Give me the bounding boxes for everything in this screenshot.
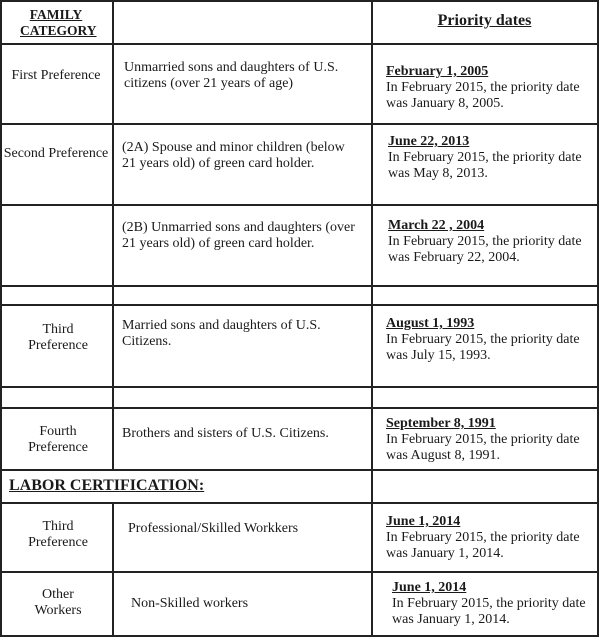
column-divider bbox=[371, 0, 373, 637]
description-cell: Married sons and daughters of U.S. Citizens. bbox=[122, 318, 321, 349]
priority-date: March 22 , 2004 bbox=[388, 218, 485, 233]
row-divider bbox=[0, 469, 598, 471]
category-cell: First Preference bbox=[11, 68, 101, 83]
table-border-bottom bbox=[0, 635, 598, 637]
priority-date: February 1, 2005 bbox=[386, 64, 489, 79]
description-cell: Non-Skilled workers bbox=[131, 596, 249, 611]
description-cell: (2B) Unmarried sons and daughters (over 21 years old) of green card holder. bbox=[122, 220, 355, 251]
priority-date-cell bbox=[392, 580, 596, 628]
priority-date-note: In February 2015, the priority date was August 8, 1991. bbox=[386, 432, 580, 463]
priority-date-note: In February 2015, the priority date was January 1, 2014. bbox=[386, 530, 580, 561]
priority-date-note: In February 2015, the priority date was January 1, 2014. bbox=[392, 596, 586, 627]
row-divider bbox=[0, 43, 598, 45]
description-cell: Unmarried sons and daughters of U.S. citizens (over 21 years of age) bbox=[124, 60, 339, 91]
category-cell: Third Preference bbox=[28, 322, 88, 353]
priority-date-note: In February 2015, the priority date was January 8, 2005. bbox=[386, 80, 580, 111]
priority-dates-header: Priority dates bbox=[437, 12, 532, 29]
row-divider bbox=[0, 407, 598, 409]
category-cell: Fourth Preference bbox=[28, 424, 88, 455]
priority-date: June 22, 2013 bbox=[388, 134, 470, 149]
row-divider bbox=[0, 204, 598, 206]
priority-date: August 1, 1993 bbox=[386, 316, 475, 331]
column-divider bbox=[112, 0, 114, 470]
priority-date-cell bbox=[386, 316, 598, 364]
priority-date-note: In February 2015, the priority date was July 15, 1993. bbox=[386, 332, 580, 363]
row-divider bbox=[0, 502, 598, 504]
priority-date-note: In February 2015, the priority date was May 8, 2013. bbox=[388, 150, 582, 181]
table-border-top bbox=[0, 0, 598, 2]
category-cell: Third Preference bbox=[28, 519, 88, 550]
priority-date-cell bbox=[386, 416, 598, 464]
description-cell: Brothers and sisters of U.S. Citizens. bbox=[122, 426, 329, 441]
priority-date-cell bbox=[386, 64, 598, 112]
priority-date-cell bbox=[386, 514, 598, 562]
row-divider bbox=[0, 304, 598, 306]
table-border-left bbox=[0, 0, 2, 637]
row-divider bbox=[0, 285, 598, 287]
description-cell: Professional/Skilled Workkers bbox=[128, 521, 299, 536]
row-divider bbox=[0, 571, 598, 573]
priority-date-note: In February 2015, the priority date was February 22, 2004. bbox=[388, 234, 582, 265]
priority-date-cell bbox=[388, 134, 600, 182]
description-cell: (2A) Spouse and minor children (below 21 years old) of green card holder. bbox=[122, 140, 345, 171]
priority-date: September 8, 1991 bbox=[386, 416, 496, 431]
row-divider bbox=[0, 123, 598, 125]
family-category-header: FAMILY CATEGORY bbox=[20, 7, 97, 38]
column-divider bbox=[112, 502, 114, 637]
priority-date: June 1, 2014 bbox=[386, 514, 461, 529]
category-cell: Second Preference bbox=[3, 146, 109, 161]
row-divider bbox=[0, 386, 598, 388]
priority-date: June 1, 2014 bbox=[392, 580, 467, 595]
category-cell: Other Workers bbox=[34, 587, 82, 618]
labor-certification-title: LABOR CERTIFICATION: bbox=[9, 477, 205, 494]
priority-date-cell bbox=[388, 218, 600, 266]
